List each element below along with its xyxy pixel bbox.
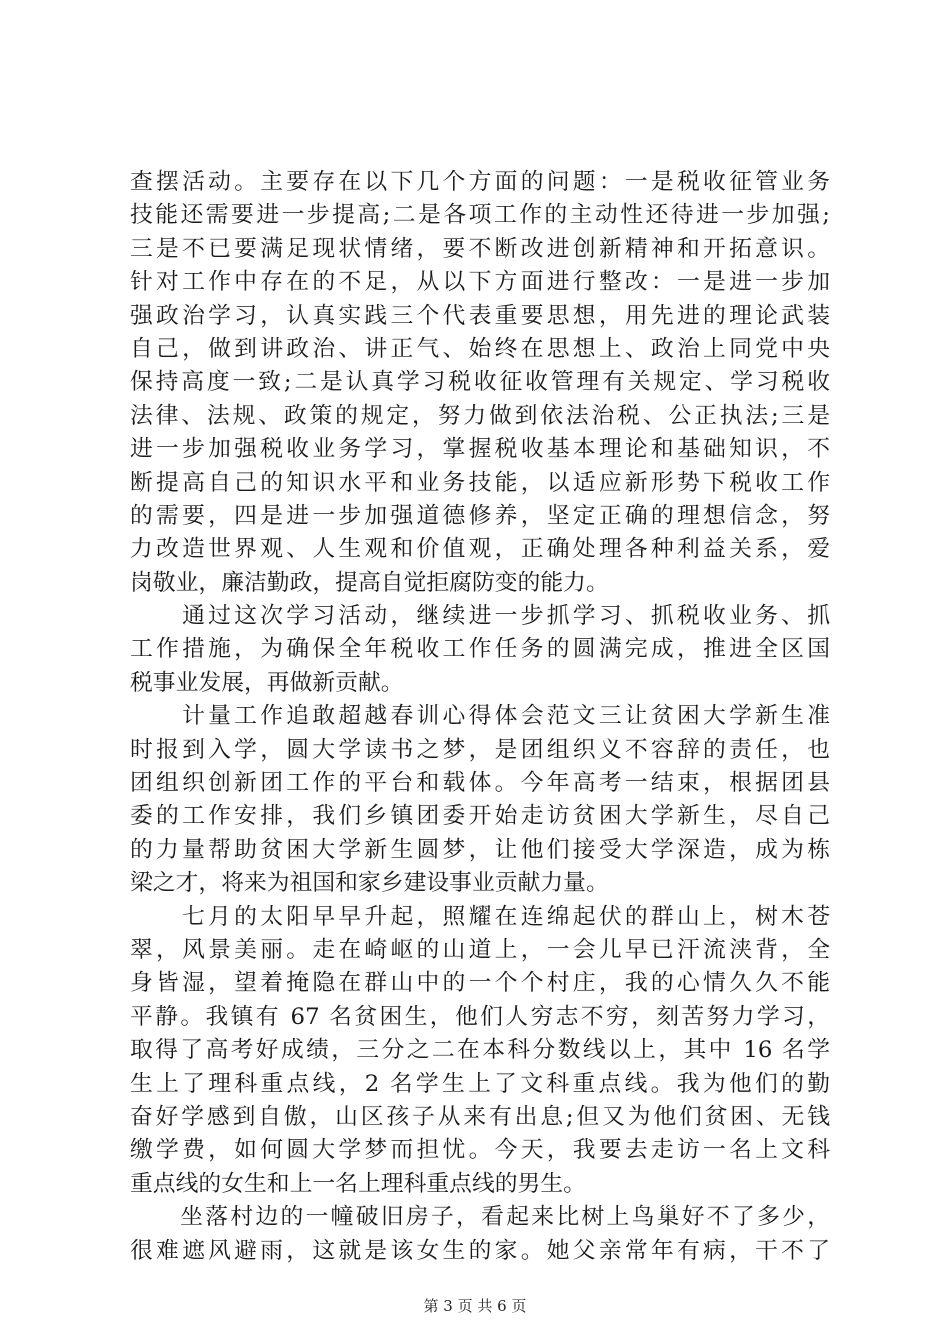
text-line: 技能还需要进一步提高;二是各项工作的主动性还待进一步加强; — [130, 202, 830, 229]
text-line: 团组织创新团工作的平台和载体。今年高考一结束，根据团县 — [130, 770, 830, 797]
text-line: 税事业发展，再做新贡献。 — [130, 669, 404, 696]
text-line: 查摆活动。主要存在以下几个方面的问题：一是税收征管业务 — [130, 169, 830, 195]
page-footer: 第 3 页 共 6 页 — [423, 1297, 527, 1315]
text-line: 的需要，四是进一步加强道德修养，坚定正确的理想信念，努 — [130, 502, 830, 529]
text-line: 七月的太阳早早升起，照耀在连绵起伏的群山上，树木苍 — [130, 903, 830, 930]
text-line: 很难遮风避雨，这就是该女生的家。她父亲常年有病，干不了 — [130, 1237, 830, 1264]
text-line: 生上了理科重点线，2 名学生上了文科重点线。我为他们的勤 — [130, 1070, 830, 1097]
text-line: 坐落村边的一幢破旧房子，看起来比树上鸟巢好不了多少， — [130, 1204, 830, 1231]
text-line: 工作措施，为确保全年税收工作任务的圆满完成，推进全区国 — [130, 636, 830, 663]
text-line: 奋好学感到自傲，山区孩子从来有出息;但又为他们贫困、无钱 — [130, 1103, 830, 1130]
text-line: 缴学费，如何圆大学梦而担忧。今天，我要去走访一名上文科 — [130, 1137, 830, 1164]
text-line: 的力量帮助贫困大学新生圆梦，让他们接受大学深造，成为栋 — [130, 836, 830, 863]
text-line: 身皆湿，望着掩隐在群山中的一个个村庄，我的心情久久不能 — [130, 970, 830, 997]
text-line: 进一步加强税收业务学习，掌握税收基本理论和基础知识，不 — [130, 436, 830, 463]
text-line: 保持高度一致;二是认真学习税收征收管理有关规定、学习税收 — [130, 369, 830, 396]
text-line: 针对工作中存在的不足，从以下方面进行整改：一是进一步加 — [130, 269, 830, 296]
text-line: 三是不已要满足现状情绪，要不断改进创新精神和开拓意识。 — [130, 235, 830, 262]
text-line: 委的工作安排，我们乡镇团委开始走访贫困大学新生，尽自己 — [130, 803, 830, 830]
text-line: 通过这次学习活动，继续进一步抓学习、抓税收业务、抓 — [130, 603, 830, 630]
text-line: 自己，做到讲政治、讲正气、始终在思想上、政治上同党中央 — [130, 335, 830, 362]
text-line: 力改造世界观、人生观和价值观，正确处理各种利益关系，爱 — [130, 536, 830, 563]
text-line: 时报到入学，圆大学读书之梦，是团组织义不容辞的责任，也 — [130, 736, 830, 763]
text-line: 取得了高考好成绩，三分之二在本科分数线以上，其中 16 名学 — [130, 1037, 830, 1064]
text-line: 强政治学习，认真实践三个代表重要思想，用先进的理论武装 — [130, 302, 830, 329]
body-text — [130, 166, 830, 1268]
text-line: 翠，风景美丽。走在崎岖的山道上，一会儿早已汗流浃背，全 — [130, 936, 830, 963]
text-line: 计量工作追敢超越春训心得体会范文三让贫困大学新生准 — [130, 703, 830, 730]
text-line: 梁之才，将来为祖国和家乡建设事业贡献力量。 — [130, 870, 609, 897]
text-line: 岗敬业，廉洁勤政，提高自觉拒腐防变的能力。 — [130, 569, 609, 596]
text-line: 重点线的女生和上一名上理科重点线的男生。 — [130, 1170, 586, 1197]
text-line: 断提高自己的知识水平和业务技能，以适应新形势下税收工作 — [130, 469, 830, 496]
text-line: 法律、法规、政策的规定，努力做到依法治税、公正执法;三是 — [130, 402, 830, 429]
text-line: 平静。我镇有 67 名贫困生，他们人穷志不穷，刻苦努力学习， — [130, 1003, 830, 1030]
